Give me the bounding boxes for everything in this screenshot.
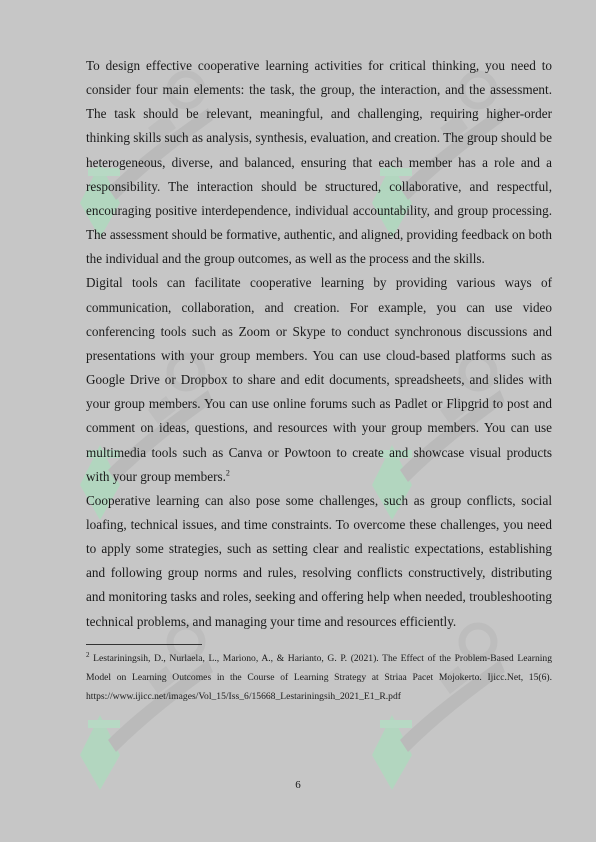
footnote	[86, 649, 552, 706]
footnote-separator	[86, 644, 202, 645]
paragraph	[86, 271, 552, 488]
footnote-text: Lestariningsih, D., Nurlaela, L., Mariono, A., & Harianto, G. P. (2021). The Effect of the Problem-Based Learning Model on Learning Outcomes in the Course of Learning Strategy at Striaa Pacet Mojokerto. Ijicc.Net, 15(6). https://www.ijicc.net/images/Vol_15/Iss_6/15668_Lestariningsih_2021_E1_R.pdf	[86, 652, 552, 702]
paragraph-text: Cooperative learning can also pose some challenges, such as group conflicts, social loafing, technical issues, and time constraints. To overcome these challenges, you need to apply some strategies, such as setting clear and realistic expectations, establishing and following group norms and rules, resolving conflicts constructively, distributing and monitoring tasks and roles, seeking and offering help when needed, troubleshooting technical problems, and managing your time and resources efficiently.	[86, 492, 552, 629]
paragraph-text: To design effective cooperative learning activities for critical thinking, you need to consider four main elements: the task, the group, the interaction, and the assessment. The task should be relevant, meaningful, and challenging, requiring higher-order thinking skills such as analysis, synthesis, evaluation, and creation. The group should be heterogeneous, diverse, and balanced, ensuring that each member has a role and a responsibility. The interaction should be structured, collaborative, and respectful, encouraging positive interdependence, individual accountability, and group processing. The assessment should be formative, authentic, and aligned, providing feedback on both the individual and the group outcomes, as well as the process and the skills.	[86, 58, 552, 267]
footnote-marker: 2	[86, 650, 90, 659]
page-body	[86, 54, 552, 706]
page-number: 6	[295, 779, 301, 791]
paragraph-text: Digital tools can facilitate cooperative learning by providing various ways of communication, collaboration, and creation. For example, you can use video conferencing tools such as Zoom or Skype to conduct synchronous discussions and presentations with your group members. You can use cloud-based platforms such as Google Drive or Dropbox to share and edit documents, spreadsheets, and slides with your group members. You can use online forums such as Padlet or Flipgrid to post and comment on ideas, questions, and resources with your group members. You can use multimedia tools such as Canva or Powtoon to create and showcase visual products with your group members.	[86, 275, 552, 484]
footnote-reference[interactable]: 2	[225, 468, 230, 478]
paragraph	[86, 54, 552, 271]
paragraph	[86, 489, 552, 634]
